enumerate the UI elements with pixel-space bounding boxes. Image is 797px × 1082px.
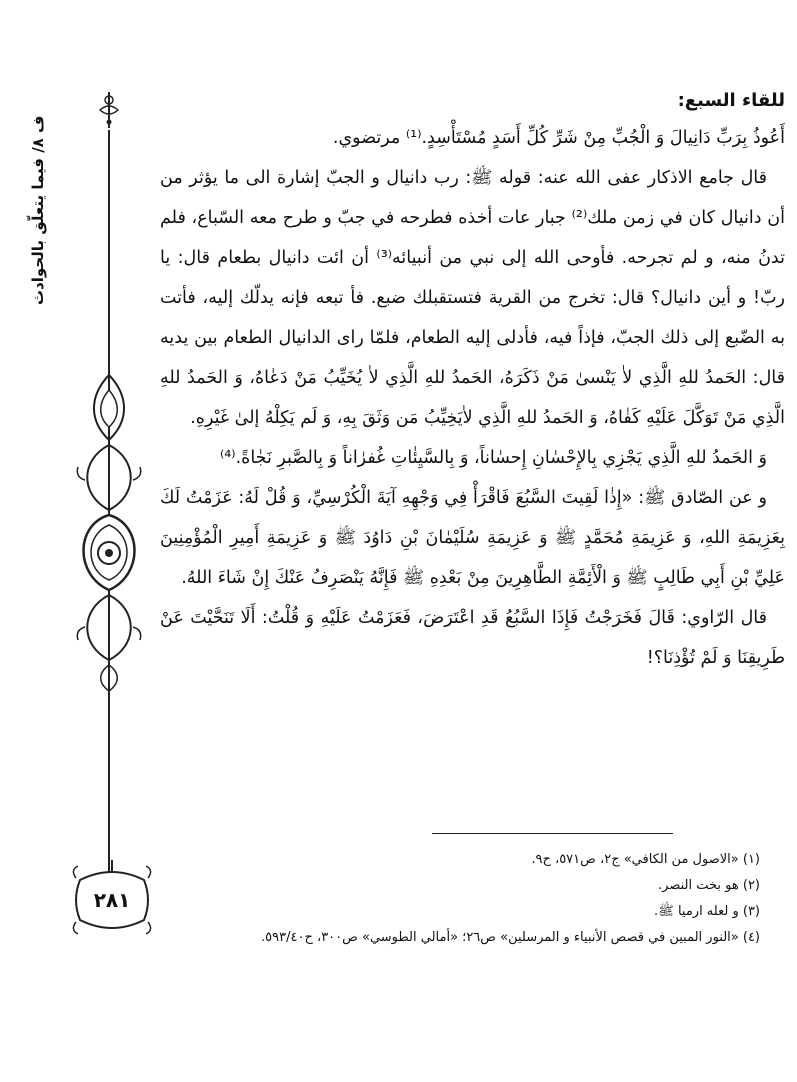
supplication-line: أَعُوذُ بِرَبِّ دَانِيالَ وَ الْجُبِّ مِنْ شَرِّ كُلِّ أَسَدٍ مُسْتَأْسِدٍ.⁽¹⁾ مرتضوي. [332,128,785,148]
footnote-1: (١) «الاصول من الكافي» ج٢، ص٥٧١، ح٩. [531,852,760,867]
top-finial-ornament [70,90,150,130]
praise-paragraph: وَ الحَمدُ للهِ الَّذِي يَجْزِي بِالإِحْسٰانِ إِحسٰاناً، وَ بِالسَّيِئٰاتِ غُفرٰاناً وَ بِالصَّبرِ نَجٰاةً.⁽⁴⁾ [219,448,767,468]
footnote-separator [432,833,673,834]
arabesque-ornament [70,365,150,695]
footnote-2: (٢) هو بخت النصر. [658,878,760,893]
main-text [160,88,785,678]
footnote-4: (٤) «النور المبين في قصص الأنبياء و المرسلين» ص٢٦؛ «أمالي الطوسي» ص٣٠٠، ح٥٩٣/٤٠. [261,930,760,945]
section-heading: للقاء السبع: [677,90,785,111]
margin-rule-lower [108,695,110,875]
footnotes [160,847,760,951]
hadith-paragraph: و عن الصّادق ﷺ: «إِذٰا لَقِيتَ السَّبُعَ فَاقْرَأْ فِي وَجْهِهِ آيَةَ الْكُرْسِيِّ، وَ قُلْ لَهُ: عَزَمْتُ لَكَ بِعَزِيمَةِ اللهِ، وَ عَزِيمَةِ مُحَمَّدٍ ﷺ وَ عَزِيمَةِ سُلَيْمٰانَ بْنِ دَاوُدَ ﷺ وَ عَزِيمَةِ أَمِيرِ الْمُؤْمِنِينَ عَلِيِّ بْنِ أَبِي طَالِبٍ ﷺ وَ الْأَئِمَّةِ الطَّاهِرِينَ مِنْ بَعْدِهِ ﷺ فَإِنَّهُ يَنْصَرِفُ عَنْكَ إِنْ شَاءَ اللهُ. [160,488,785,588]
footnote-3: (٣) و لعله ارميا ﷺ. [653,904,760,919]
running-chapter-title: ف ٨/ فيما يتعلّق بالحوادث [29,115,47,305]
narrator-paragraph: قال الرّاوي: قَالَ فَخَرَجْتُ فَإِذَا السَّبُعُ قَدِ اعْتَرَضَ، فَعَزَمْتُ عَلَيْهِ وَ قُلْتُ: أَلَا تَنَحَّيْتَ عَنْ طَرِيقِنَا وَ لَمْ تُؤْذِنَا؟! [160,608,785,668]
margin-rule-upper [108,130,110,365]
margin-ornament-column [70,90,150,990]
commentary-paragraph: قال جامع الاذكار عفى الله عنه: قوله ﷺ: رب دانيال و الجبّ إشارة الى ما يؤثر من أن دانيال كان في زمن ملك⁽²⁾ جبار عات أخذه فطرحه في جبّ و طرح معه السّباع، فلم تدنُ منه، و لم تجرحه. فأوحى الله إلى نبي من أنبيائه⁽³⁾ أن ائت دانيال بطعام قال: يا ربّ! و أين دانيال؟ قال: تخرج من القرية فتستقبلك ضبع. فأ تبعه فإنه يدلّك إليه، فأتت به الضّبع إلى ذلك الجبّ، فإذاً فيه، فأدلى إليه الطعام، فلمّا راى الدانيال الطعام بين يديه قال: الحَمدُ للهِ الَّذِي لاٰ يَنْسىٰ مَنْ ذَكَرَهُ، الحَمدُ للهِ الَّذِي لاٰ يُخَيِّبُ مَنْ دَعٰاهُ، وَ الحَمدُ للهِ الَّذِي مَنْ تَوَكَّلَ عَلَيْهِ كَفٰاهُ، وَ الحَمدُ للهِ الَّذِي لاٰيَخِيِّبُ مَن وَثَقَ بِهِ، وَ لَم يَكِلْهُ إلىٰ غَيْرِهِ. [160,168,785,428]
page-number: ٢٨١ [93,888,131,912]
